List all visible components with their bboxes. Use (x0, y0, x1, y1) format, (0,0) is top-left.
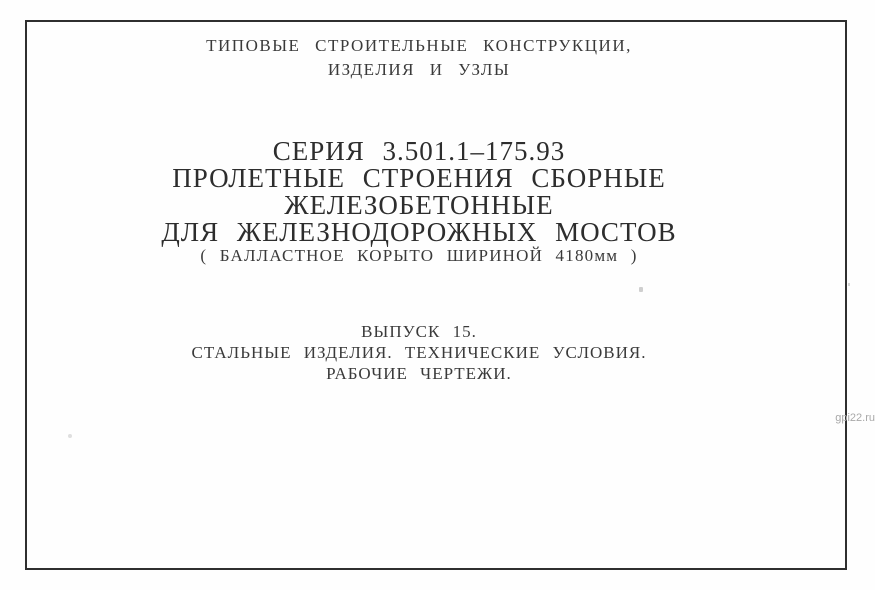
issue-contents-line: СТАЛЬНЫЕ ИЗДЕЛИЯ. ТЕХНИЧЕСКИЕ УСЛОВИЯ. (191, 343, 647, 362)
issue-number-line: ВЫПУСК 15. (361, 322, 477, 341)
series-number-title: СЕРИЯ 3.501.1–175.93 (272, 136, 566, 166)
document-category-line-2: ИЗДЕЛИЯ И УЗЛЫ (327, 60, 511, 79)
series-title-line-4: ДЛЯ ЖЕЛЕЗНОДОРОЖНЫХ МОСТОВ (161, 217, 677, 247)
series-title-line-3: ЖЕЛЕЗОБЕТОННЫЕ (284, 190, 554, 220)
working-drawings-line: РАБОЧИЕ ЧЕРТЕЖИ. (326, 364, 512, 383)
title-page-content (26, 0, 812, 590)
site-watermark: gpi22.ru (835, 412, 875, 424)
scan-speck (848, 283, 850, 286)
series-title-line-2: ПРОЛЕТНЫЕ СТРОЕНИЯ СБОРНЫЕ (172, 163, 666, 193)
scan-speck (68, 434, 72, 438)
ballast-trough-subtitle: ( БАЛЛАСТНОЕ КОРЫТО ШИРИНОЙ 4180мм ) (200, 246, 638, 265)
scan-speck (639, 287, 643, 292)
document-category-line-1: ТИПОВЫЕ СТРОИТЕЛЬНЫЕ КОНСТРУКЦИИ, (206, 36, 632, 55)
